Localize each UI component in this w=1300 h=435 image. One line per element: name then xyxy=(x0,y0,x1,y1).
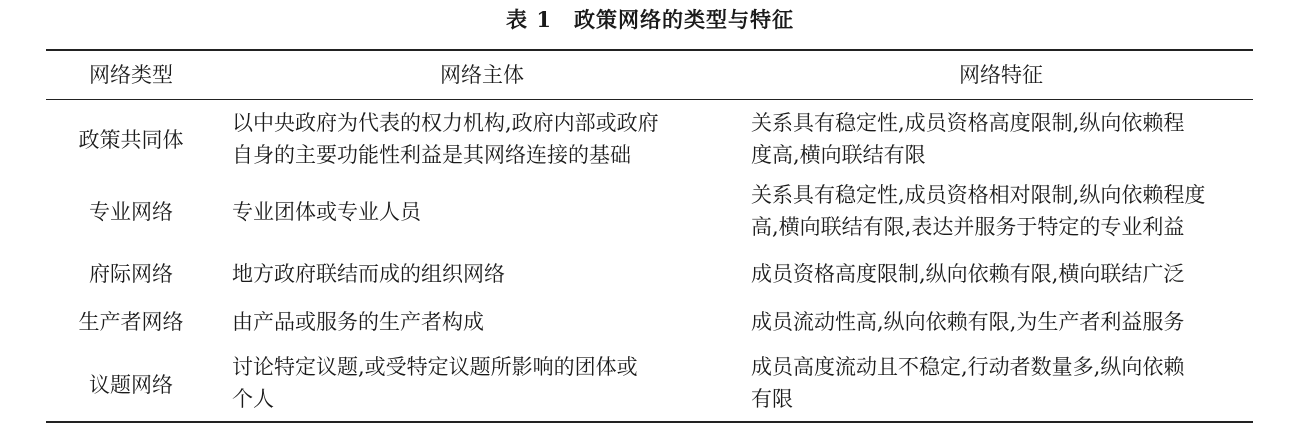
row-5-type: 议题网络 xyxy=(89,373,173,397)
row-1-type: 政策共同体 xyxy=(78,128,184,152)
table-top-rule xyxy=(46,49,1253,51)
row-1-feature-line-2: 度高,横向联结有限 xyxy=(751,143,926,167)
row-4-feature-line-1: 成员流动性高,纵向依赖有限,为生产者利益服务 xyxy=(751,310,1185,334)
row-2-actor-line-1: 专业团体或专业人员 xyxy=(232,200,421,224)
table-caption-label: 表 1 xyxy=(506,7,552,32)
row-5-actor xyxy=(232,351,732,415)
row-1-actor-line-2: 自身的主要功能性利益是其网络连接的基础 xyxy=(232,143,631,167)
row-4-actor-line-1: 由产品或服务的生产者构成 xyxy=(232,310,484,334)
header-network-actor: 网络主体 xyxy=(440,63,524,87)
row-4-type: 生产者网络 xyxy=(78,310,184,334)
row-5-actor-line-1: 讨论特定议题,或受特定议题所影响的团体或 xyxy=(232,355,638,379)
row-4-actor xyxy=(232,306,732,338)
table-bottom-rule xyxy=(46,421,1253,423)
table-caption xyxy=(0,6,1300,34)
row-2-type: 专业网络 xyxy=(89,200,173,224)
row-1-actor-line-1: 以中央政府为代表的权力机构,政府内部或政府 xyxy=(232,111,659,135)
table-caption-title: 政策网络的类型与特征 xyxy=(573,7,794,32)
table-header-rule xyxy=(46,99,1253,100)
row-5-feature xyxy=(751,351,1251,415)
row-4-feature xyxy=(751,306,1251,338)
row-2-actor xyxy=(232,196,732,228)
row-1-feature xyxy=(751,107,1251,171)
row-2-feature xyxy=(751,179,1251,243)
header-network-type: 网络类型 xyxy=(89,63,173,87)
row-5-actor-line-2: 个人 xyxy=(232,387,274,411)
row-1-feature-line-1: 关系具有稳定性,成员资格高度限制,纵向依赖程 xyxy=(751,111,1185,135)
row-2-feature-line-1: 关系具有稳定性,成员资格相对限制,纵向依赖程度 xyxy=(751,183,1206,207)
row-3-feature-line-1: 成员资格高度限制,纵向依赖有限,横向联结广泛 xyxy=(751,262,1185,286)
row-2-feature-line-2: 高,横向联结有限,表达并服务于特定的专业利益 xyxy=(751,215,1185,239)
row-5-feature-line-2: 有限 xyxy=(751,387,793,411)
row-5-feature-line-1: 成员高度流动且不稳定,行动者数量多,纵向依赖 xyxy=(751,355,1185,379)
row-3-type: 府际网络 xyxy=(89,262,173,286)
row-3-actor-line-1: 地方政府联结而成的组织网络 xyxy=(232,262,505,286)
row-3-actor xyxy=(232,258,732,290)
row-1-actor xyxy=(232,107,732,171)
header-network-feature: 网络特征 xyxy=(959,63,1043,87)
row-3-feature xyxy=(751,258,1251,290)
